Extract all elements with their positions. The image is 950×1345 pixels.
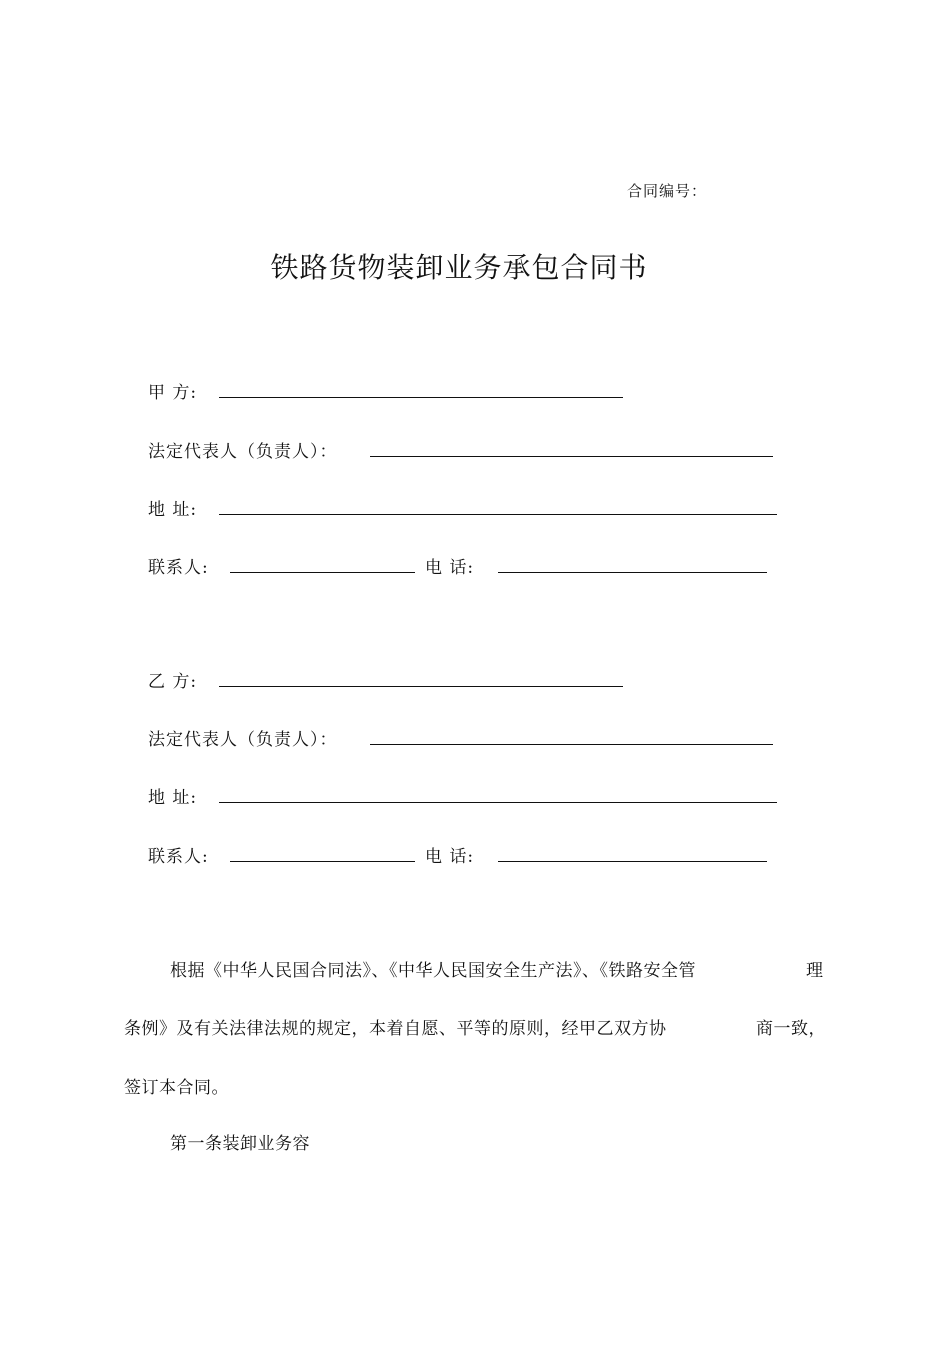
party-b-name-label: 乙 方: [148,672,198,692]
party-b-phone-label: 电 话: [425,847,475,867]
party-b-phone-field[interactable] [498,861,767,862]
party-a-contact-field[interactable] [230,572,415,573]
party-a-address-field[interactable] [219,514,777,515]
preamble-line-2-tail: 商一致， [756,1019,826,1039]
preamble-line-1-tail: 理 [806,961,824,981]
contract-number-label: 合同编号： [627,182,708,200]
party-a-contact-label: 联系人: [148,558,209,578]
section-1-heading: 第一条装卸业务容 [170,1134,310,1154]
document-title: 铁路货物装卸业务承包合同书 [270,251,648,284]
party-a-name-field[interactable] [219,397,623,398]
party-a-phone-field[interactable] [498,572,767,573]
preamble-line-1: 根据《中华人民国合同法》、《中华人民国安全生产法》、《铁路安全管 [170,961,696,981]
party-b-contact-field[interactable] [230,861,415,862]
party-b-name-field[interactable] [219,686,623,687]
party-b-contact-label: 联系人: [148,847,209,867]
party-a-address-label: 地 址: [148,500,198,520]
party-b-legal-rep-field[interactable] [370,744,773,745]
party-b-legal-rep-label: 法定代表人（负责人）： [148,730,338,750]
preamble-line-2: 条例》及有关法律法规的规定，本着自愿、平等的原则，经甲乙双方协 [124,1019,667,1039]
party-a-phone-label: 电 话: [425,558,475,578]
party-a-legal-rep-label: 法定代表人（负责人）： [148,442,338,462]
party-b-address-field[interactable] [219,802,777,803]
party-b-address-label: 地 址: [148,788,198,808]
party-a-name-label: 甲 方: [148,383,198,403]
party-a-legal-rep-field[interactable] [370,456,773,457]
preamble-line-3: 签订本合同。 [124,1078,229,1098]
